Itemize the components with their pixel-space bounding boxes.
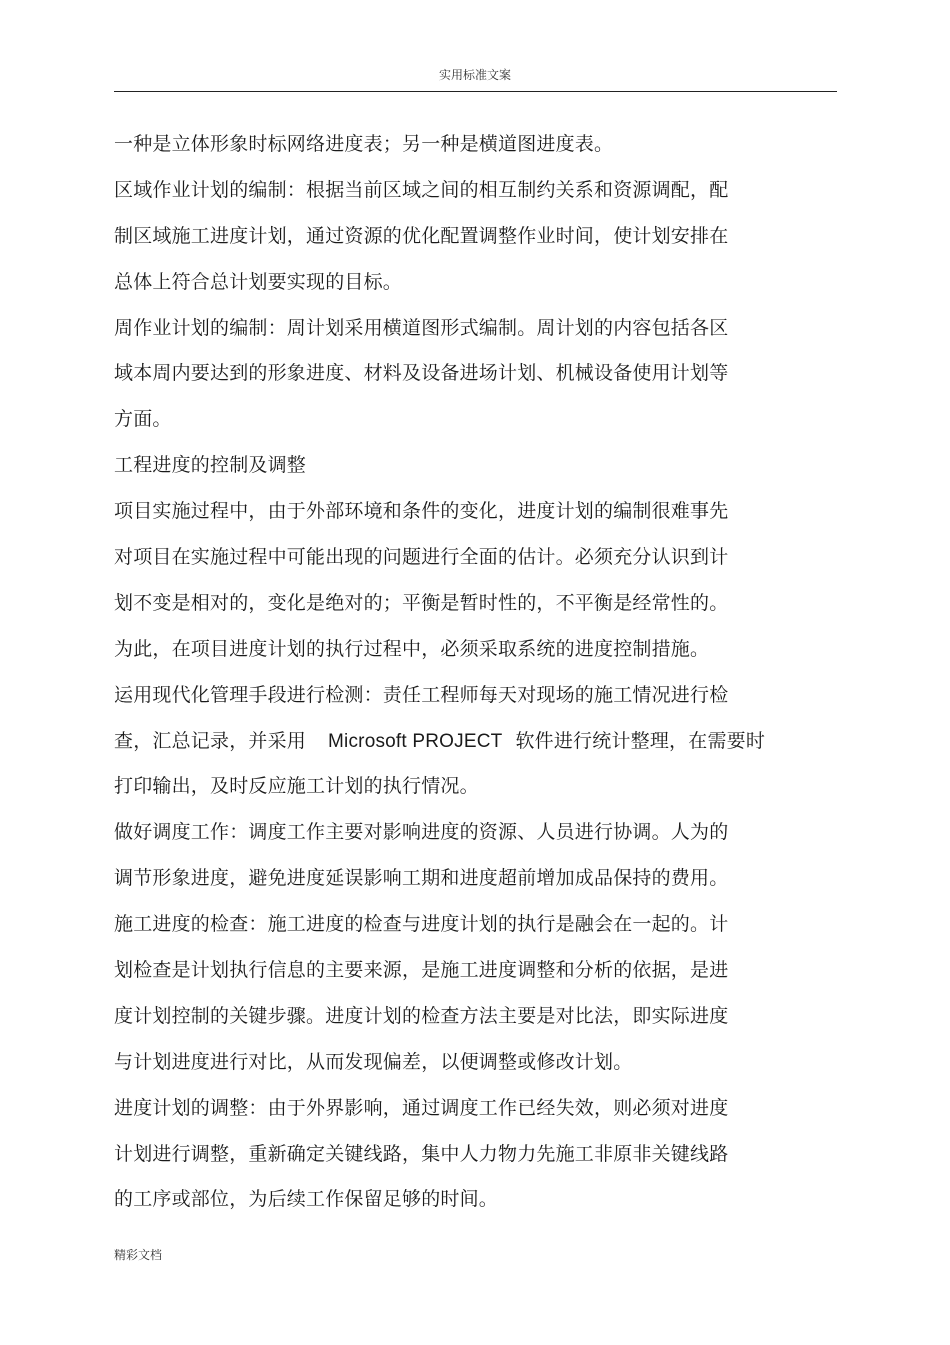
text-line: 度计划控制的关键步骤。进度计划的检查方法主要是对比法，即实际进度 [114, 1004, 729, 1027]
text-line: 域本周内要达到的形象进度、材料及设备进场计划、机械设备使用计划等 [114, 362, 729, 385]
text-line: 总体上符合总计划要实现的目标。 [114, 270, 403, 293]
text-line: 进度计划的调整：由于外界影响，通过调度工作已经失效，则必须对进度 [114, 1096, 729, 1119]
text-line: 项目实施过程中，由于外部环境和条件的变化，进度计划的编制很难事先 [114, 500, 729, 523]
text-line-with-software [114, 723, 834, 769]
text-line: 为此，在项目进度计划的执行过程中，必须采取系统的进度控制措施。 [114, 637, 710, 660]
text-line: 制区域施工进度计划，通过资源的优化配置调整作业时间，使计划安排在 [114, 224, 729, 247]
text-line: 划不变是相对的，变化是绝对的；平衡是暂时性的，不平衡是经常性的。 [114, 591, 729, 614]
text-line: 对项目在实施过程中可能出现的问题进行全面的估计。必须充分认识到计 [114, 546, 729, 569]
header-divider [114, 91, 837, 92]
body-text [114, 126, 834, 1227]
section-heading: 工程进度的控制及调整 [114, 454, 307, 477]
text-line: 划检查是计划执行信息的主要来源，是施工进度调整和分析的依据，是进 [114, 959, 729, 982]
text-line: 周作业计划的编制：周计划采用横道图形式编制。周计划的内容包括各区 [114, 316, 729, 339]
text-line: 的工序或部位，为后续工作保留足够的时间。 [114, 1188, 499, 1211]
text-line: 一种是立体形象时标网络进度表；另一种是横道图进度表。 [114, 133, 614, 155]
software-name: Microsoft PROJECT [328, 730, 503, 752]
text-line: 打印输出，及时反应施工计划的执行情况。 [114, 775, 479, 798]
text-line: 做好调度工作：调度工作主要对影响进度的资源、人员进行协调。人为的 [114, 821, 729, 844]
text-line: 区域作业计划的编制：根据当前区域之间的相互制约关系和资源调配，配 [114, 178, 729, 201]
text-segment: 查，汇总记录，并采用 [114, 729, 307, 752]
text-segment: 软件进行统计整理，在需要时 [515, 729, 766, 752]
page-header-title: 实用标准文案 [438, 68, 511, 82]
text-line: 方面。 [114, 408, 172, 431]
text-line: 运用现代化管理手段进行检测：责任工程师每天对现场的施工情况进行检 [114, 683, 729, 706]
text-line: 与计划进度进行对比，从而发现偏差，以便调整或修改计划。 [114, 1050, 633, 1073]
text-line: 调节形象进度，避免进度延误影响工期和进度超前增加成品保持的费用。 [114, 867, 729, 890]
text-line: 施工进度的检查：施工进度的检查与进度计划的执行是融会在一起的。计 [114, 913, 729, 936]
page-footer-label: 精彩文档 [114, 1248, 163, 1262]
text-line: 计划进行调整，重新确定关键线路，集中人力物力先施工非原非关键线路 [114, 1142, 729, 1165]
